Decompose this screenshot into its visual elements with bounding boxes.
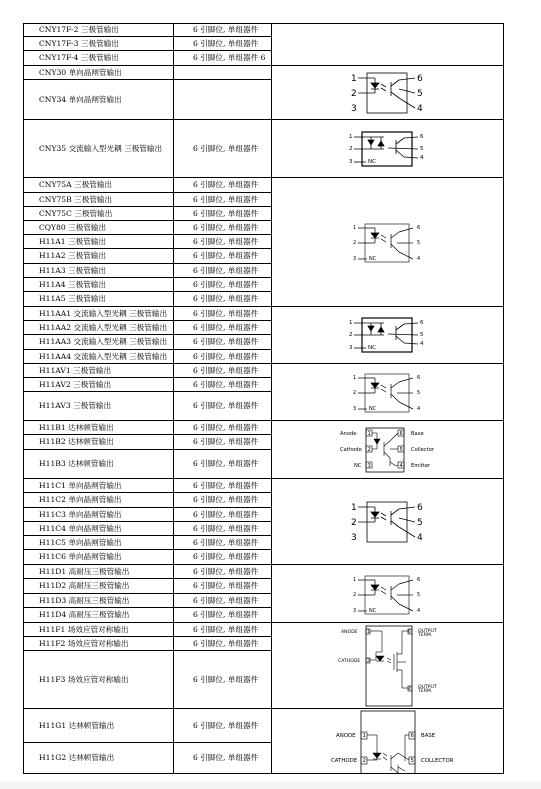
pin-spec: 6 引脚位, 单组器件 [174, 292, 272, 307]
part-model: H11D2 [39, 581, 67, 591]
part-cell [24, 207, 174, 221]
fet-output-diagram [336, 624, 440, 708]
pin-spec: 6 引脚位, 单组器件 [174, 536, 272, 550]
part-model: H11D4 [39, 610, 67, 620]
part-model: H11C4 [39, 523, 66, 533]
part-cell [24, 608, 174, 623]
part-model: H11G1 [39, 720, 67, 730]
part-cell [24, 450, 174, 479]
pin-4-label: 4 [416, 103, 423, 114]
part-model: CNY75B [39, 194, 72, 204]
part-cell [24, 479, 174, 493]
circuit-diagram-cell [272, 623, 504, 709]
part-cell [24, 278, 174, 292]
pin-5-label: 5 [416, 88, 423, 99]
part-model: H11F1 [39, 624, 66, 634]
svg-text:TERM.: TERM. [417, 688, 432, 694]
part-description: 单向晶闸管输出 [68, 509, 122, 519]
svg-text:1: 1 [352, 375, 356, 381]
part-model: H11AV1 [39, 365, 71, 375]
part-description: 三极管输出 [74, 208, 113, 218]
part-model: H11AA2 [39, 322, 72, 332]
part-description: 交流输入型光耦 三极管输出 [68, 143, 163, 153]
part-model: H11C6 [39, 552, 66, 562]
circuit-diagram-cell [272, 120, 504, 178]
part-model: H11AA1 [39, 308, 72, 318]
part-model: H11C2 [39, 495, 66, 505]
part-model: H11A1 [39, 236, 66, 246]
table-row [24, 24, 504, 37]
pin-spec: 6 引脚位, 单组器件 [174, 178, 272, 193]
svg-text:1: 1 [348, 320, 352, 326]
svg-text:5: 5 [419, 332, 423, 338]
part-description: 三极管输出 [68, 294, 106, 304]
optocoupler-table [23, 23, 504, 774]
part-cell [24, 536, 174, 550]
pin-spec: 6 引脚位, 单组器件 6 [174, 51, 272, 66]
circuit-diagram-cell [272, 24, 504, 66]
part-model: H11A3 [39, 265, 66, 275]
part-cell [24, 493, 174, 508]
part-model: CNY35 [39, 143, 67, 153]
part-description: 单向晶闸管输出 [68, 94, 122, 104]
pin-spec [174, 80, 272, 120]
table-row [24, 623, 504, 637]
part-model: H11G2 [39, 753, 67, 762]
pin-1-label: 1 [350, 73, 357, 84]
phototransistor-6pin-diagram [349, 70, 427, 116]
nc-pin-label: NC [353, 462, 362, 469]
table-row [24, 364, 504, 378]
pin-spec: 6 引脚位, 单组器件 [174, 350, 272, 364]
part-model: CNY30 [39, 67, 67, 77]
part-cell [24, 522, 174, 536]
circuit-diagram-cell [272, 307, 504, 364]
part-cell [24, 350, 174, 364]
pin-spec [174, 66, 272, 80]
svg-text:3: 3 [352, 406, 356, 412]
fet-cathode-label: CATHODE [337, 658, 360, 664]
svg-text:6: 6 [399, 430, 403, 437]
pin-1-label: 1 [350, 502, 357, 513]
part-description: 交流输入型光耦 三极管输出 [73, 308, 168, 318]
part-cell [24, 579, 174, 594]
table-row [24, 120, 504, 178]
phototransistor-diagram [353, 572, 423, 616]
svg-text:5: 5 [416, 591, 420, 598]
part-description: 三极管输出 [73, 401, 112, 411]
circuit-diagram-cell [272, 421, 504, 479]
pin-spec: 6 引脚位, 单组器件 [174, 594, 272, 608]
part-model: CNY17F-3 [39, 38, 79, 48]
circuit-diagram-cell [272, 66, 504, 120]
svg-text:5: 5 [416, 240, 420, 246]
pin-spec: 6 引脚位, 单组器件 [174, 522, 272, 536]
pin-6-label: 6 [416, 73, 423, 84]
anode-label: Anode [339, 430, 356, 437]
part-description: 三极管输出 [73, 365, 112, 375]
part-cell [24, 623, 174, 637]
pin-spec: 6 引脚位, 单组器件 [174, 321, 272, 335]
part-cell [24, 421, 174, 435]
phototransistor-diagram [353, 220, 423, 264]
table-row [24, 421, 504, 435]
part-cell [24, 364, 174, 378]
part-description: 达林顿管输出 [68, 720, 115, 730]
part-model: CNY34 [39, 94, 67, 104]
part-model: CQY80 [39, 222, 66, 232]
darl2-base-label: BASE [420, 733, 435, 739]
part-cell [24, 178, 174, 193]
part-model: H11AV3 [39, 401, 71, 411]
part-description: 三极管输出 [68, 236, 106, 246]
part-description: 单向晶闸管输出 [68, 523, 122, 533]
circuit-diagram-cell [272, 565, 504, 623]
part-description: 交流输入型光耦 三极管输出 [73, 337, 168, 347]
part-cell [24, 637, 174, 651]
pin-spec: 6 引脚位, 单组器件 [174, 435, 272, 450]
part-cell [24, 292, 174, 307]
svg-text:1: 1 [362, 733, 366, 739]
svg-text:5: 5 [419, 145, 423, 152]
part-description: 交流输入型光耦 三极管输出 [73, 322, 168, 332]
part-model: CNY75C [39, 208, 72, 218]
part-description: 单向晶闸管输出 [68, 537, 122, 547]
base-label: Base [410, 430, 424, 437]
table-row [24, 565, 504, 579]
part-cell [24, 651, 174, 709]
pin-spec: 6 引脚位, 单组器件 [174, 392, 272, 421]
pin-spec: 6 引脚位, 单组器件 [174, 550, 272, 565]
part-model: H11B1 [39, 422, 66, 432]
part-description: 达林顿管输出 [68, 422, 114, 432]
svg-text:6: 6 [416, 225, 420, 231]
part-description: 三极管输出 [68, 265, 106, 275]
table-row [24, 307, 504, 321]
pin-spec: 6 引脚位, 单组器件 [174, 479, 272, 493]
svg-text:1: 1 [367, 430, 371, 437]
svg-text:2: 2 [352, 591, 356, 598]
pin-5-label: 5 [416, 517, 423, 528]
pin-spec: 6 引脚位, 单组器件 [174, 742, 272, 773]
part-model: H11AA3 [39, 337, 72, 347]
pin-spec: 6 引脚位, 单组器件 [174, 623, 272, 637]
part-model: H11A5 [39, 294, 66, 304]
part-model: H11D3 [39, 595, 67, 605]
part-description: 单向晶闸管输出 [68, 67, 122, 77]
svg-text:4: 4 [407, 686, 411, 692]
part-description: 三极管输出 [80, 25, 119, 35]
svg-text:1: 1 [348, 133, 352, 140]
svg-text:1: 1 [352, 576, 356, 583]
svg-text:3: 3 [348, 345, 352, 351]
part-model: H11B2 [39, 437, 66, 447]
pin-spec: 6 引脚位, 单组器件 [174, 335, 272, 350]
part-model: H11AA4 [39, 351, 72, 361]
part-cell [24, 66, 174, 80]
collector-label: Collector [410, 446, 434, 453]
part-model: H11B3 [39, 459, 66, 469]
part-model: H11A4 [39, 279, 66, 289]
pin-spec: 6 引脚位, 单组器件 [174, 278, 272, 292]
pin-4-label: 4 [416, 532, 423, 543]
pin-spec: 6 引脚位, 单组器件 [174, 207, 272, 221]
part-model: CNY17F-4 [39, 53, 79, 63]
part-model: H11A2 [39, 251, 66, 261]
ac-input-optocoupler-diagram [348, 130, 428, 168]
part-description: 高耐压三极管输出 [68, 581, 130, 591]
pin-spec: 6 引脚位, 单组器件 [174, 565, 272, 579]
svg-text:2: 2 [348, 145, 352, 152]
pin-spec: 6 引脚位, 单组器件 [174, 264, 272, 278]
pin-2-label: 2 [350, 88, 357, 99]
part-description: 三极管输出 [74, 194, 113, 204]
part-description: 单向晶闸管输出 [68, 552, 122, 562]
part-description: 三极管输出 [80, 53, 119, 63]
pin-spec: 6 引脚位, 单组器件 [174, 37, 272, 51]
pin-spec: 6 引脚位, 单组器件 [174, 608, 272, 623]
cathode-label: Cathode [339, 446, 362, 453]
pin-spec: 6 引脚位, 单组器件 [174, 579, 272, 594]
part-cell [24, 249, 174, 264]
circuit-diagram-cell [272, 364, 504, 421]
svg-text:4: 4 [419, 341, 423, 347]
pin-spec: 6 引脚位, 单组器件 [174, 493, 272, 508]
pin-spec: 6 引脚位, 单组器件 [174, 378, 272, 392]
ac-input-optocoupler-diagram [348, 316, 428, 354]
part-cell [24, 742, 174, 773]
pin-spec: 6 引脚位, 单组器件 [174, 221, 272, 235]
part-description: 达林顿管输出 [68, 753, 115, 762]
part-cell [24, 565, 174, 579]
svg-text:3: 3 [352, 607, 356, 614]
svg-text:5: 5 [410, 758, 414, 764]
circuit-diagram-cell [272, 479, 504, 565]
part-description: 交流输入型光耦 三极管输出 [73, 351, 168, 361]
part-description: 达林顿管输出 [68, 459, 114, 469]
part-model: H11D1 [39, 566, 67, 576]
table-row [24, 479, 504, 493]
svg-text:2: 2 [367, 446, 371, 453]
part-cell [24, 307, 174, 321]
part-model: H11C1 [39, 480, 66, 490]
pin-spec: 6 引脚位, 单组器件 [174, 364, 272, 378]
part-cell [24, 193, 174, 207]
part-cell [24, 221, 174, 235]
part-cell [24, 378, 174, 392]
svg-text:4: 4 [416, 607, 420, 614]
part-description: 场效应管对称输出 [67, 638, 129, 648]
part-cell [24, 235, 174, 249]
part-model: H11AV2 [39, 379, 71, 389]
part-model: CNY17F-2 [39, 25, 79, 35]
svg-text:4: 4 [399, 462, 403, 469]
phototransistor-6pin-diagram [349, 499, 427, 545]
circuit-diagram-cell [272, 709, 504, 774]
nc-label: NC [368, 607, 376, 614]
pin-6-label: 6 [416, 502, 423, 513]
part-description: 高耐压三极管输出 [68, 595, 130, 605]
nc-label: NC [367, 345, 376, 351]
pin-3-label: 3 [350, 103, 357, 114]
darlington-diagram [340, 426, 436, 474]
darlington-output-diagram [327, 709, 453, 773]
part-description: 三极管输出 [68, 251, 106, 261]
part-cell [24, 709, 174, 743]
svg-text:2: 2 [362, 758, 366, 764]
svg-text:OUTPUT: OUTPUT [417, 684, 437, 690]
part-cell [24, 594, 174, 608]
pin-spec: 6 引脚位, 单组器件 [174, 24, 272, 37]
part-description: 三极管输出 [68, 222, 107, 232]
page-bottom-edge [0, 781, 541, 789]
part-description: 单向晶闸管输出 [68, 495, 122, 505]
pin-spec: 6 引脚位, 单组器件 [174, 651, 272, 709]
part-cell [24, 435, 174, 450]
svg-text:6: 6 [416, 576, 420, 583]
pin-spec: 6 引脚位, 单组器件 [174, 120, 272, 178]
part-description: 高耐压三极管输出 [68, 566, 130, 576]
part-description: 三极管输出 [74, 180, 113, 190]
svg-text:2: 2 [366, 658, 370, 664]
svg-text:6: 6 [410, 733, 414, 739]
part-cell [24, 264, 174, 278]
nc-label: NC [368, 406, 376, 412]
nc-label: NC [368, 256, 376, 262]
part-cell [24, 24, 174, 37]
part-model: H11C3 [39, 509, 66, 519]
part-cell [24, 51, 174, 66]
svg-text:6: 6 [419, 133, 423, 140]
pin-3-label: 3 [350, 532, 357, 543]
svg-text:OUTPUT: OUTPUT [417, 628, 437, 634]
part-cell [24, 321, 174, 335]
pin-2-label: 2 [350, 517, 357, 528]
svg-text:1: 1 [366, 629, 370, 635]
svg-text:2: 2 [348, 332, 352, 338]
pin-spec: 6 引脚位, 单组器件 [174, 637, 272, 651]
darl2-anode-label: ANODE [335, 733, 356, 739]
part-description: 三极管输出 [80, 38, 119, 48]
part-description: 场效应管对称输出 [67, 624, 129, 634]
svg-text:4: 4 [416, 256, 420, 262]
part-description: 达林顿管输出 [68, 437, 114, 447]
pin-spec: 6 引脚位, 单组器件 [174, 450, 272, 479]
part-model: CNY75A [39, 180, 72, 190]
svg-text:4: 4 [419, 154, 423, 161]
svg-text:6: 6 [416, 375, 420, 381]
svg-text:2: 2 [352, 240, 356, 246]
darl2-cathode-label: CATHODE [330, 758, 357, 764]
svg-text:4: 4 [416, 406, 420, 412]
part-description: 单向晶闸管输出 [68, 480, 122, 490]
svg-text:2: 2 [352, 390, 356, 396]
table-row [24, 709, 504, 743]
pin-spec: 6 引脚位, 单组器件 [174, 709, 272, 743]
pin-spec: 6 引脚位, 单组器件 [174, 249, 272, 264]
part-cell [24, 120, 174, 178]
part-cell [24, 37, 174, 51]
darl2-collector-label: COLLECTOR [420, 758, 453, 764]
part-model: H11F3 [39, 674, 66, 684]
table-row [24, 178, 504, 193]
svg-text:1: 1 [352, 225, 356, 231]
part-model: H11C5 [39, 537, 66, 547]
svg-text:TERM.: TERM. [417, 632, 432, 638]
part-model: H11F2 [39, 638, 66, 648]
fet-anode-label: ANODE [340, 629, 358, 635]
part-cell [24, 550, 174, 565]
pin-spec: 6 引脚位, 单组器件 [174, 508, 272, 522]
circuit-diagram-cell [272, 178, 504, 307]
part-description: 高耐压三极管输出 [68, 610, 130, 620]
pin-spec: 6 引脚位, 单组器件 [174, 421, 272, 435]
part-cell [24, 80, 174, 120]
part-description: 三极管输出 [73, 379, 112, 389]
svg-text:3: 3 [367, 462, 371, 469]
part-description: 三极管输出 [68, 279, 106, 289]
svg-text:5: 5 [416, 390, 420, 396]
svg-text:5: 5 [399, 446, 403, 453]
part-cell [24, 392, 174, 421]
svg-text:3: 3 [348, 158, 352, 165]
nc-label: NC [367, 158, 376, 165]
svg-text:6: 6 [407, 629, 411, 635]
pin-spec: 6 引脚位, 单组器件 [174, 307, 272, 321]
part-description: 场效应管对称输出 [67, 674, 129, 684]
svg-text:3: 3 [352, 256, 356, 262]
svg-text:6: 6 [419, 320, 423, 326]
pin-spec: 6 引脚位, 单组器件 [174, 193, 272, 207]
part-cell [24, 335, 174, 350]
table-row [24, 66, 504, 80]
part-cell [24, 508, 174, 522]
emitter-label: Emitter [410, 462, 430, 469]
pin-spec: 6 引脚位, 单组器件 [174, 235, 272, 249]
phototransistor-diagram [353, 370, 423, 414]
